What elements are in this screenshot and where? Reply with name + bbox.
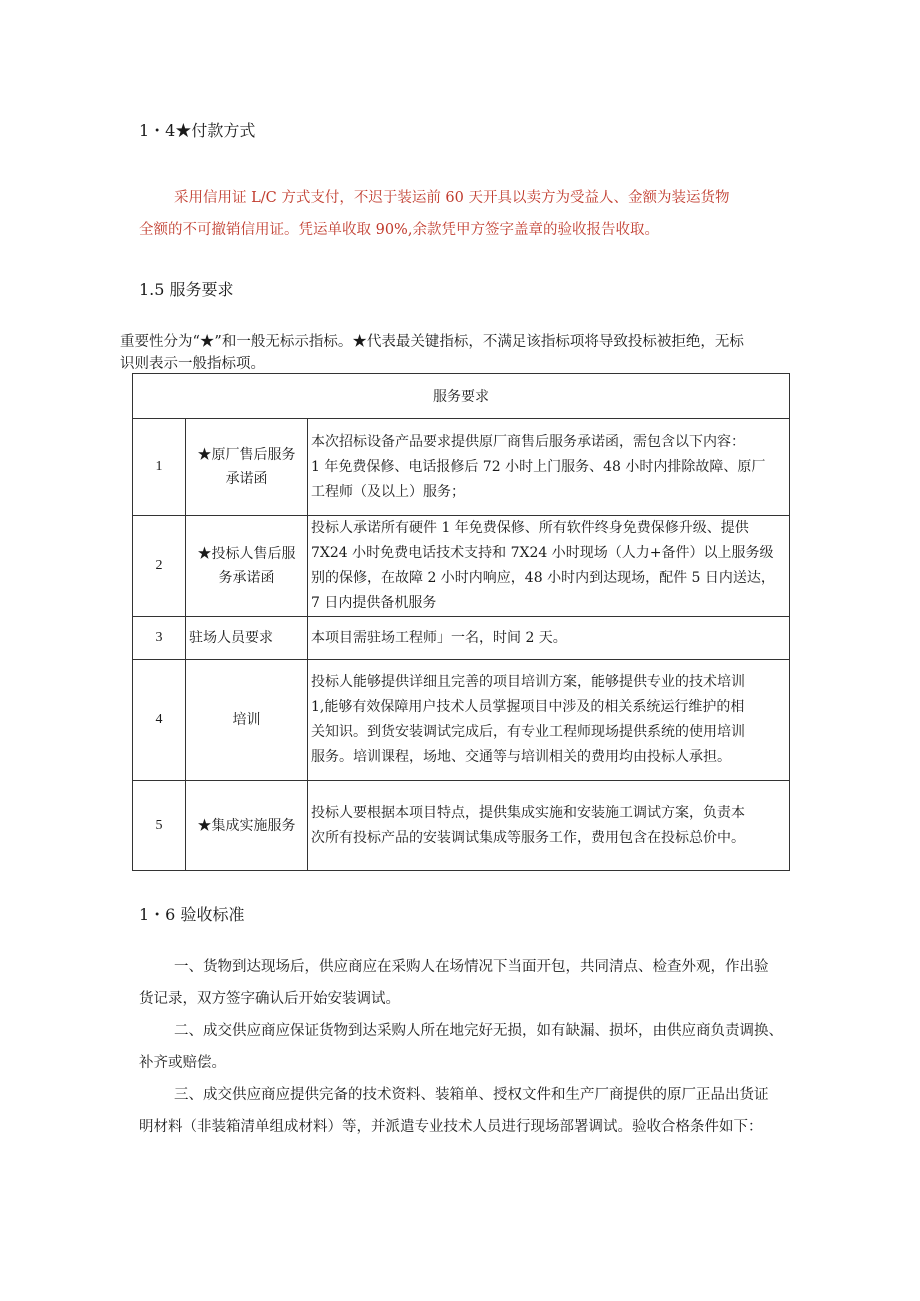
table-row [133,617,790,660]
acceptance-paragraph-2-line-1: 二、成交供应商应保证货物到达采购人所在地完好无损，如有缺漏、损坏，由供应商负责调换、 [174,1023,783,1039]
row-number: 2 [133,516,186,617]
row-number: 3 [133,617,186,660]
table-row [133,516,790,617]
requirement-description: 投标人要根据本项目特点，提供集成实施和安装施工调试方案，负责本 次所有投标产品的安装调试集成等服务工作，费用包含在投标总价中。 [308,781,790,871]
acceptance-paragraph-1-line-2: 货记录，双方签字确认后开始安装调试。 [139,991,400,1007]
requirement-name: 驻场人员要求 [186,617,308,660]
row-number: 5 [133,781,186,871]
row-number: 1 [133,419,186,516]
requirement-name: ★集成实施服务 [186,781,308,871]
section-1-5-title: 1.5 服务要求 [139,280,234,299]
service-requirements-table [132,373,790,871]
requirement-name: ★原厂售后服务 承诺函 [186,419,308,516]
table-row [133,419,790,516]
requirement-description: 投标人能够提供详细且完善的项目培训方案，能够提供专业的技术培训 1,能够有效保障用户技术人员掌握项目中涉及的相关系统运行维护的相 关知识。到货安装调试完成后，有专业工程师现场提供系统的使用培训 服务。培训课程，场地、交通等与培训相关的费用均由投标人承担。 [308,660,790,781]
requirement-name: 培训 [186,660,308,781]
payment-line-2: 全额的不可撤销信用证。凭运单收取 90%,余款凭甲方签字盖章的验收报告收取。 [139,222,659,238]
table-row [133,660,790,781]
acceptance-paragraph-2-line-2: 补齐或赔偿。 [139,1055,226,1071]
requirement-description: 本项目需驻场工程师」一名，时间 2 天。 [308,617,790,660]
section-1-6-title: 1・6 验收标准 [139,905,245,924]
requirement-description: 投标人承诺所有硬件 1 年免费保修、所有软件终身免费保修升级、提供 7X24 小时免费电话技术支持和 7X24 小时现场（人力+备件）以上服务级 别的保修，在故障 2 小时内响应，48 小时内到达现场，配件 5 日内送达， 7 日内提供备机服务 [308,516,790,617]
acceptance-paragraph-3-line-2: 明材料（非装箱清单组成材料）等，并派遣专业技术人员进行现场部署调试。验收合格条件如下： [139,1119,763,1135]
table-header-row [133,374,790,419]
requirement-name: ★投标人售后服 务承诺函 [186,516,308,617]
requirement-description: 本次招标设备产品要求提供原厂商售后服务承诺函，需包含以下内容： 1 年免费保修、电话报修后 72 小时上门服务、48 小时内排除故障、原厂 工程师（及以上）服务； [308,419,790,516]
table-row [133,781,790,871]
importance-intro-line-1: 重要性分为“★”和一般无标示指标。★代表最关键指标，不满足该指标项将导致投标被拒绝，无标 [120,334,744,350]
table-header: 服务要求 [133,374,790,419]
row-number: 4 [133,660,186,781]
payment-line-1: 采用信用证 L/C 方式支付，不迟于装运前 60 天开具以卖方为受益人、金额为装运货物 [174,190,730,206]
importance-intro-line-2: 识则表示一般指标项。 [120,356,265,372]
acceptance-paragraph-3-line-1: 三、成交供应商应提供完备的技术资料、装箱单、授权文件和生产厂商提供的原厂正品出货证 [174,1087,769,1103]
acceptance-paragraph-1-line-1: 一、货物到达现场后，供应商应在采购人在场情况下当面开包，共同清点、检查外观，作出验 [174,959,769,975]
section-1-4-title: 1・4★付款方式 [139,121,256,140]
